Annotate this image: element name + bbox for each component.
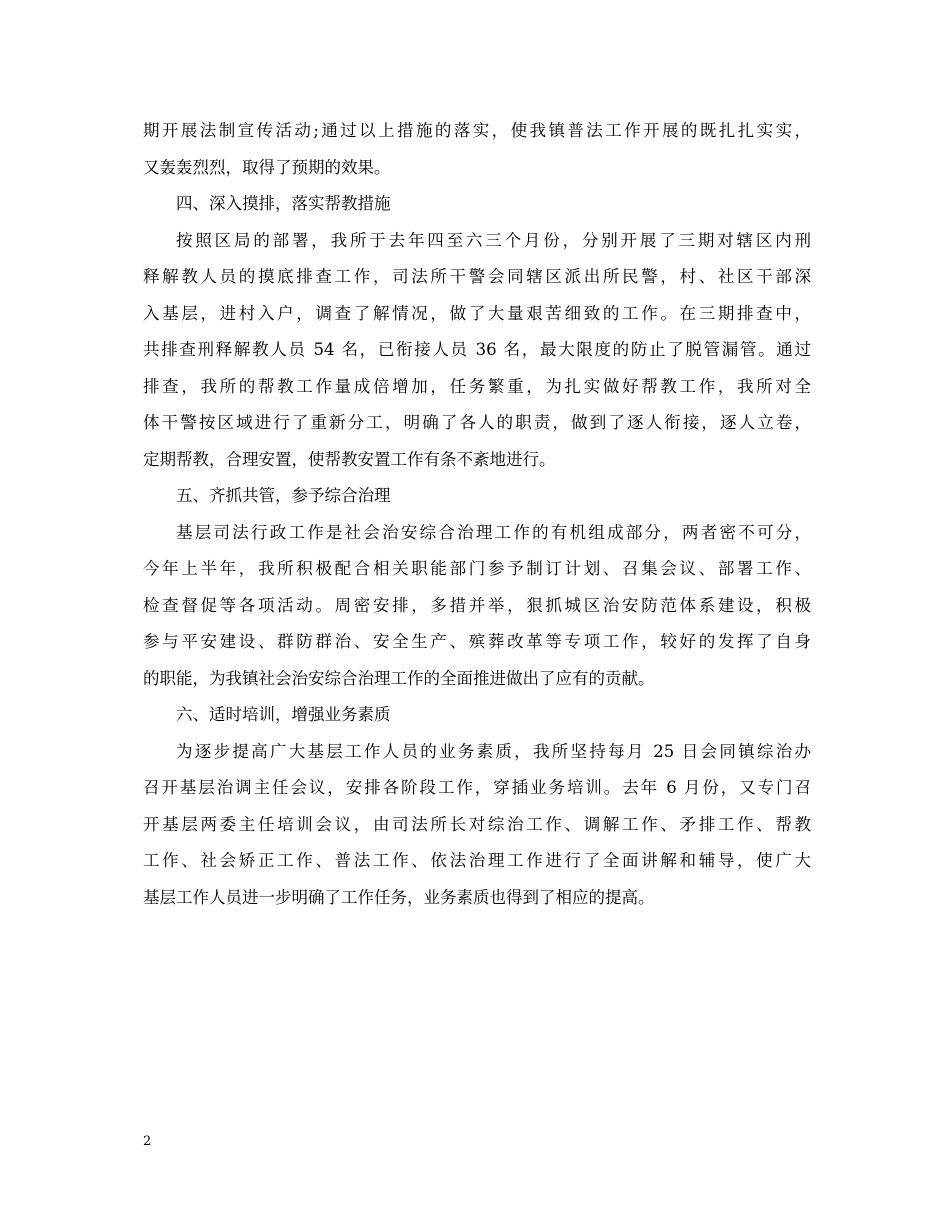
text-line: 开基层两委主任培训会议，由司法所长对综治工作、调解工作、矛排工作、帮教 <box>143 814 811 834</box>
text-line: 按照区局的部署，我所于去年四至六三个月份，分别开展了三期对辖区内刑 <box>176 230 811 250</box>
section-heading: 四、深入摸排，落实帮教措施 <box>176 194 391 213</box>
text-line: 检查督促等各项活动。周密安排，多措并举，狠抓城区治安防范体系建设，积极 <box>143 595 811 615</box>
text-line: 今年上半年，我所积极配合相关职能部门参予制订计划、召集会议、部署工作、 <box>143 559 811 578</box>
text-line: 排查，我所的帮教工作量成倍增加，任务繁重，为扎实做好帮教工作，我所对全 <box>143 376 811 396</box>
text-line: 定期帮教，合理安置，使帮教安置工作有条不紊地进行。 <box>143 449 556 469</box>
document-body <box>143 113 811 916</box>
text-line: 共排查刑释解教人员 54 名，已衔接人员 36 名，最大限度的防止了脱管漏管。通过 <box>143 340 811 359</box>
text-line: 的职能，为我镇社会治安综合治理工作的全面推进做出了应有的贡献。 <box>143 668 655 688</box>
text-line: 召开基层治调主任会议，安排各阶段工作，穿插业务培训。去年 6 月份，又专门召 <box>143 778 811 797</box>
text-line: 体干警按区域进行了重新分工，明确了各人的职责，做到了逐人衔接，逐人立卷， <box>143 413 811 432</box>
text-line: 工作、社会矫正工作、普法工作、依法治理工作进行了全面讲解和辅导，使广大 <box>143 851 811 870</box>
text-line: 又轰轰烈烈，取得了预期的效果。 <box>143 157 391 177</box>
text-line: 释解教人员的摸底排查工作，司法所干警会同辖区派出所民警，村、社区干部深 <box>143 267 811 286</box>
text-line: 基层工作人员进一步明确了工作任务，业务素质也得到了相应的提高。 <box>143 887 655 907</box>
section-heading: 五、齐抓共管，参予综合治理 <box>176 486 391 505</box>
text-line: 为逐步提高广大基层工作人员的业务素质，我所坚持每月 25 日会同镇综治办 <box>176 741 811 761</box>
page-number: 2 <box>143 1134 152 1149</box>
text-line: 基层司法行政工作是社会治安综合治理工作的有机组成部分，两者密不可分， <box>176 522 811 542</box>
text-line: 参与平安建设、群防群治、安全生产、殡葬改革等专项工作，较好的发挥了自身 <box>143 632 811 651</box>
text-line: 入基层，进村入户，调查了解情况，做了大量艰苦细致的工作。在三期排查中， <box>143 303 811 323</box>
section-heading: 六、适时培训，增强业务素质 <box>176 705 391 724</box>
text-line: 期开展法制宣传活动;通过以上措施的落实，使我镇普法工作开展的既扎扎实实， <box>143 121 811 140</box>
